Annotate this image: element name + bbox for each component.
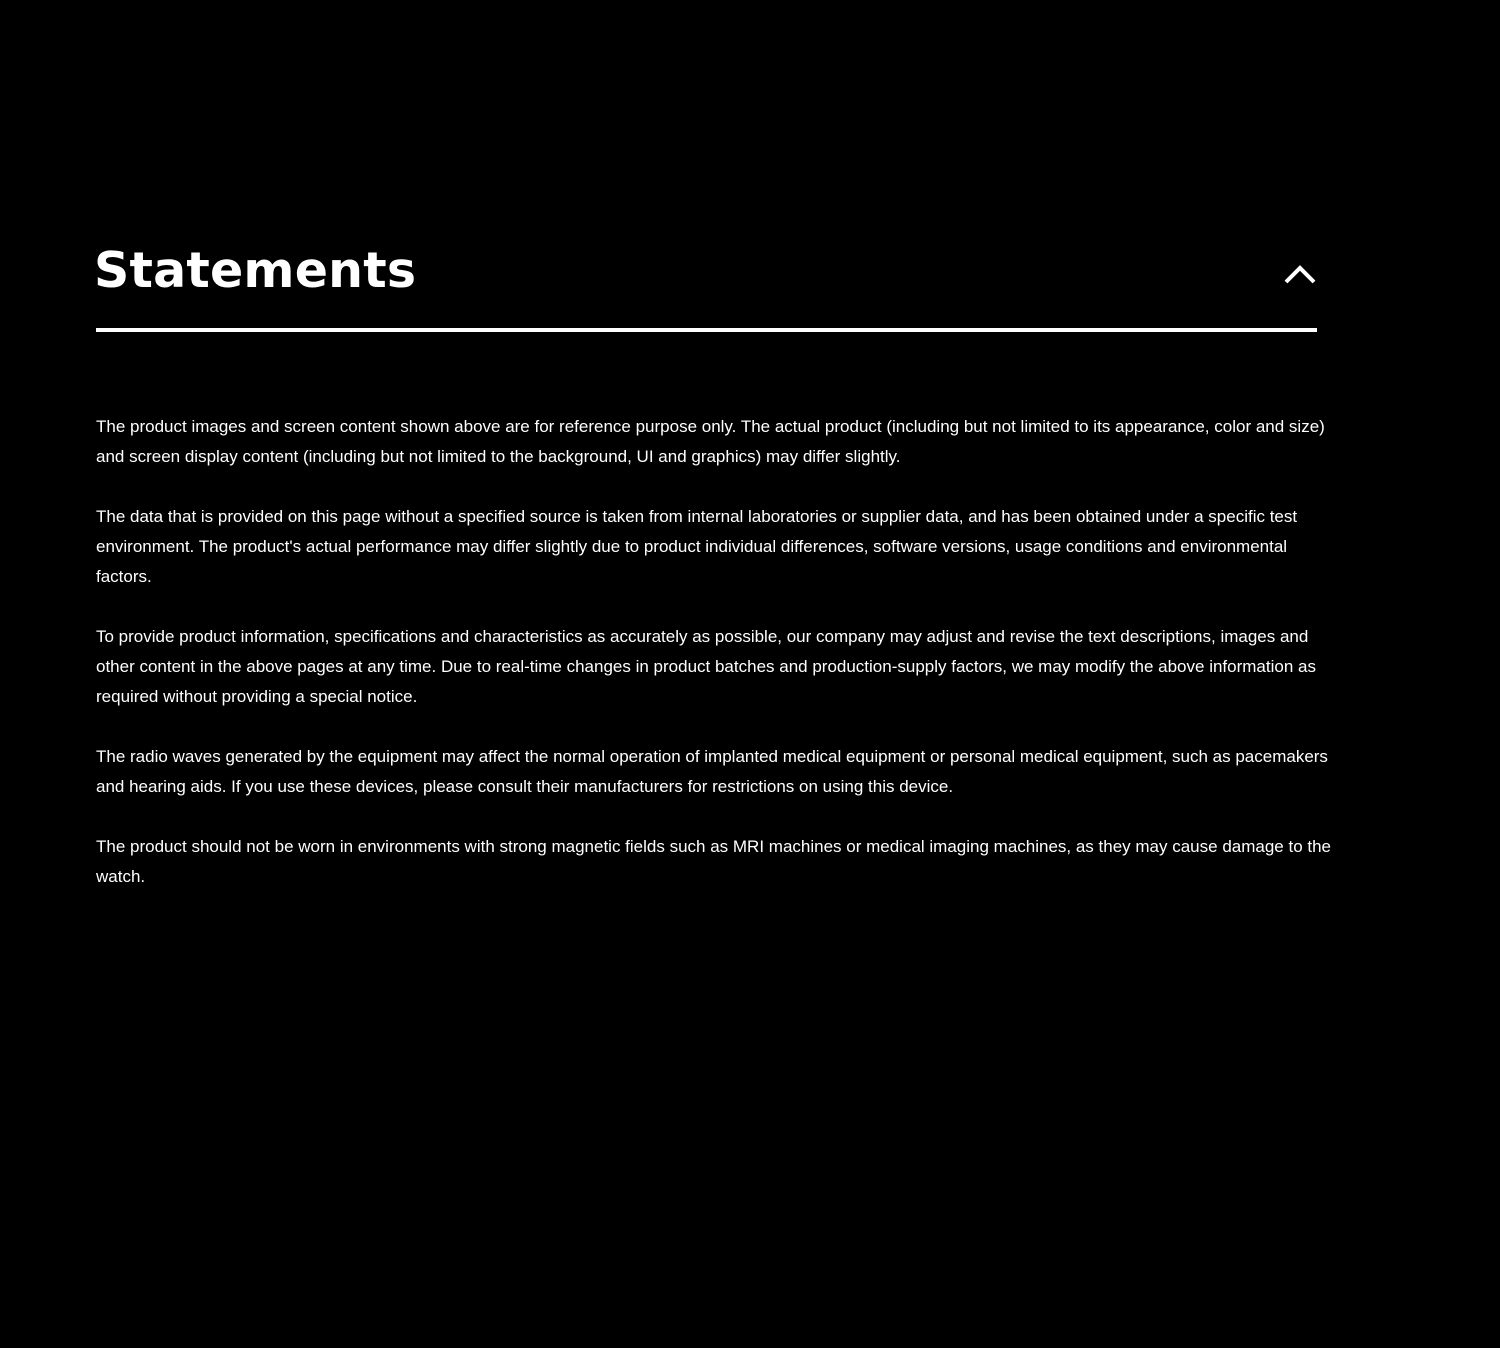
statement-paragraph: To provide product information, specifications and characteristics as accurately as possible, our company may adjust and revise the text descriptions, images and other content in the above pages at any time. Due to real-time changes in product batches and production-supply factors, we may modify the above information as required without providing a special notice. [96,627,1316,706]
statement-paragraph: The product images and screen content shown above are for reference purpose only. The actual product (including but not limited to its appearance, color and size) and screen display content (including but not limited to the background, UI and graphics) may differ slightly. [96,417,1325,466]
statement-paragraph: The data that is provided on this page without a specified source is taken from internal laboratories or supplier data, and has been obtained under a specific test environment. The product's actual performance may differ slightly due to product individual differences, software versions, usage conditions and environmental factors. [96,507,1298,586]
statement-paragraph: The product should not be worn in environments with strong magnetic fields such as MRI machines or medical imaging machines, as they may cause damage to the watch. [96,837,1332,886]
statements-section [96,236,1340,922]
statements-content [96,412,1340,892]
statements-accordion-header[interactable] [96,236,1317,332]
chevron-up-icon[interactable] [1283,260,1317,290]
section-title: Statements [94,242,417,299]
statement-paragraph: The radio waves generated by the equipment may affect the normal operation of implanted medical equipment or personal medical equipment, such as pacemakers and hearing aids. If you use these devices, please consult their manufacturers for restrictions on using this device. [96,747,1328,796]
